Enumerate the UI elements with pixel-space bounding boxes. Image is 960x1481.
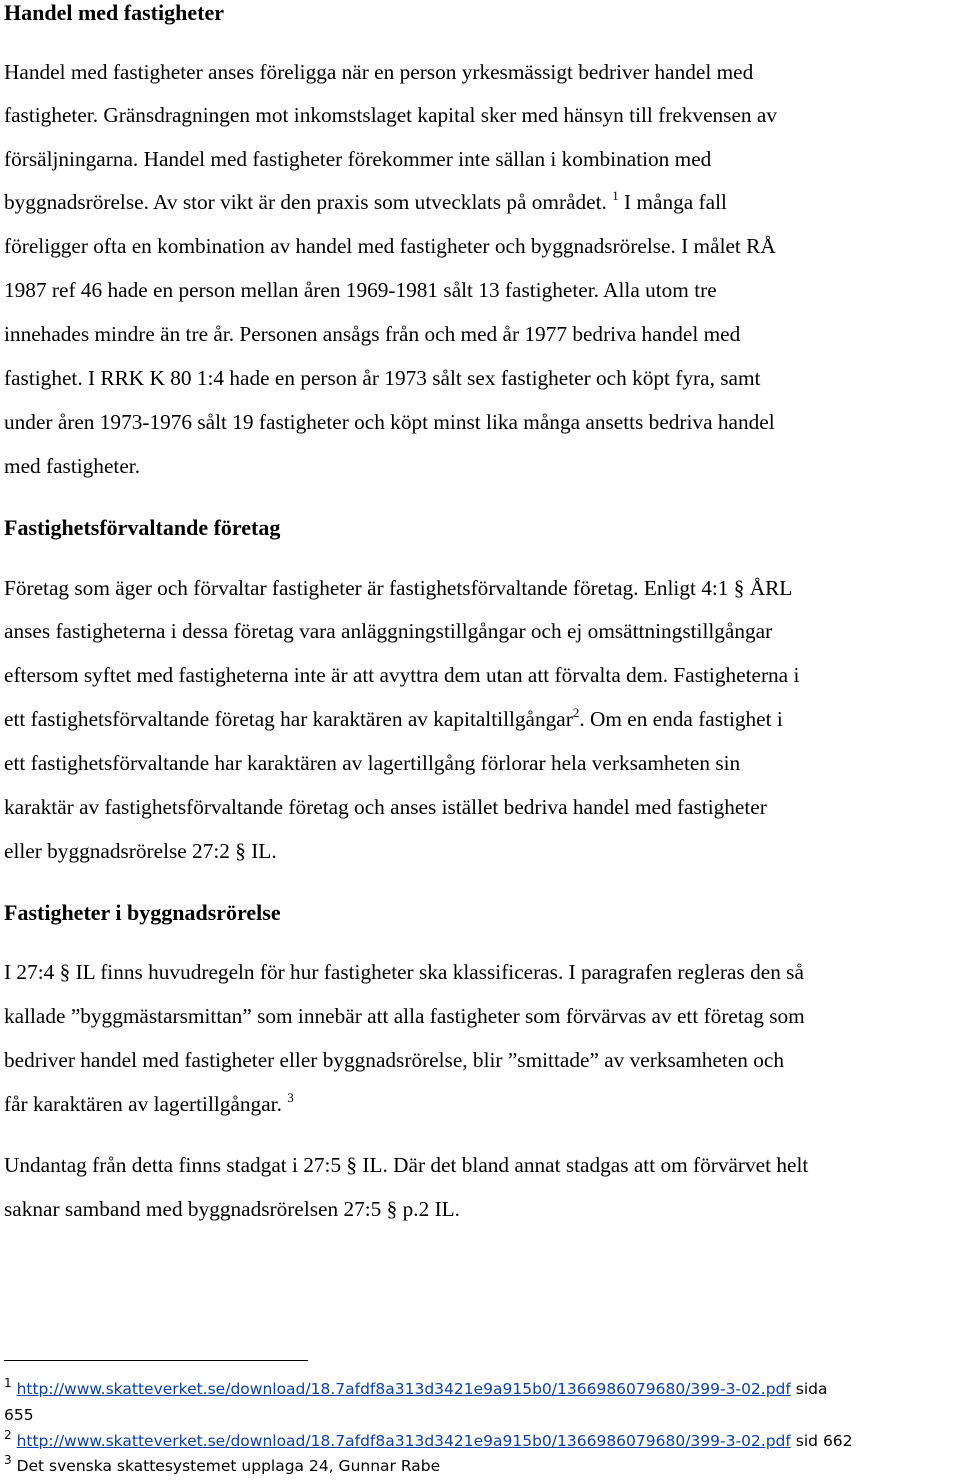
- text-line: 1987 ref 46 hade en person mellan åren 1969-1981 sålt 13 fastigheter. Alla utom tre: [4, 278, 717, 302]
- text-line: karaktär av fastighetsförvaltande företag och anses istället bedriva handel med fastigheter: [4, 795, 767, 819]
- text-line: försäljningarna. Handel med fastigheter förekommer inte sällan i kombination med: [4, 147, 712, 171]
- section-heading: Fastighetsförvaltande företag: [4, 515, 281, 540]
- text-line: I 27:4 § IL finns huvudregeln för hur fastigheter ska klassificeras. I paragrafen regleras den så: [4, 960, 804, 984]
- text-line: fastighet. I RRK K 80 1:4 hade en person år 1973 sålt sex fastigheter och köpt fyra, samt: [4, 366, 761, 390]
- text-line: med fastigheter.: [4, 454, 141, 478]
- text-segment: får karaktären av lagertillgångar.: [4, 1092, 282, 1116]
- text-line: eller byggnadsrörelse 27:2 § IL.: [4, 839, 277, 863]
- footnote-number: 3: [4, 1453, 12, 1467]
- footnote-reference[interactable]: 1: [612, 188, 619, 203]
- section-heading: Handel med fastigheter: [4, 0, 224, 25]
- text-line: anses fastigheterna i dessa företag vara anläggningstillgångar och ej omsättningstillgångar: [4, 619, 773, 643]
- text-line: Undantag från detta finns stadgat i 27:5 § IL. Där det bland annat stadgas att om förvärvet helt: [4, 1153, 809, 1177]
- text-line: saknar samband med byggnadsrörelsen 27:5 § p.2 IL.: [4, 1197, 461, 1221]
- footnote-reference[interactable]: 3: [287, 1090, 294, 1105]
- footnote-number: 1: [4, 1376, 12, 1390]
- text-line: under åren 1973-1976 sålt 19 fastigheter och köpt minst lika många ansetts bedriva handel: [4, 410, 775, 434]
- footnote-text: Det svenska skattesystemet upplaga 24, Gunnar Rabe: [16, 1457, 441, 1475]
- footnote-separator: [4, 1360, 308, 1361]
- text-line: kallade ”byggmästarsmittan” som innebär att alla fastigheter som förvärvas av ett företag som: [4, 1004, 805, 1028]
- text-line: Företag som äger och förvaltar fastigheter är fastighetsförvaltande företag. Enligt 4:1 § ÅRL: [4, 576, 793, 600]
- footnote-link[interactable]: http://www.skatteverket.se/download/18.7afdf8a313d3421e9a915b0/1366986079680/399-3-02.pdf: [16, 1380, 791, 1398]
- footnote-3: [4, 1453, 441, 1476]
- footnote-2: [4, 1428, 853, 1451]
- text-line-with-footnote: [4, 706, 783, 732]
- footnote-1: [4, 1376, 828, 1399]
- text-segment: . Om en enda fastighet i: [579, 707, 783, 731]
- text-line: eftersom syftet med fastigheterna inte är att avyttra dem utan att förvalta dem. Fastigheterna i: [4, 663, 800, 687]
- footnote-link[interactable]: http://www.skatteverket.se/download/18.7afdf8a313d3421e9a915b0/1366986079680/399-3-02.pdf: [16, 1432, 791, 1450]
- text-segment: I många fall: [624, 190, 727, 214]
- footnote-text: sida: [795, 1380, 828, 1398]
- text-line: föreligger ofta en kombination av handel med fastigheter och byggnadsrörelse. I målet RÅ: [4, 234, 776, 258]
- text-line-with-footnote: [4, 189, 727, 215]
- text-line: fastigheter. Gränsdragningen mot inkomstslaget kapital sker med hänsyn till frekvensen av: [4, 103, 777, 127]
- text-segment: byggnadsrörelse. Av stor vikt är den praxis som utvecklats på området.: [4, 190, 607, 214]
- footnote-reference[interactable]: 2: [572, 705, 580, 720]
- text-line: Handel med fastigheter anses föreligga när en person yrkesmässigt bedriver handel med: [4, 60, 754, 84]
- section-heading: Fastigheter i byggnadsrörelse: [4, 900, 281, 925]
- text-line: bedriver handel med fastigheter eller byggnadsrörelse, blir ”smittade” av verksamheten och: [4, 1048, 784, 1072]
- text-line-with-footnote: [4, 1091, 294, 1117]
- footnote-1-continuation: 655: [4, 1406, 34, 1424]
- footnote-number: 2: [4, 1428, 12, 1442]
- footnote-text: sid 662: [795, 1432, 853, 1450]
- text-segment: ett fastighetsförvaltande företag har karaktären av kapitaltillgångar: [4, 707, 573, 731]
- text-line: ett fastighetsförvaltande har karaktären av lagertillgång förlorar hela verksamheten sin: [4, 751, 741, 775]
- text-line: innehades mindre än tre år. Personen ansågs från och med år 1977 bedriva handel med: [4, 322, 741, 346]
